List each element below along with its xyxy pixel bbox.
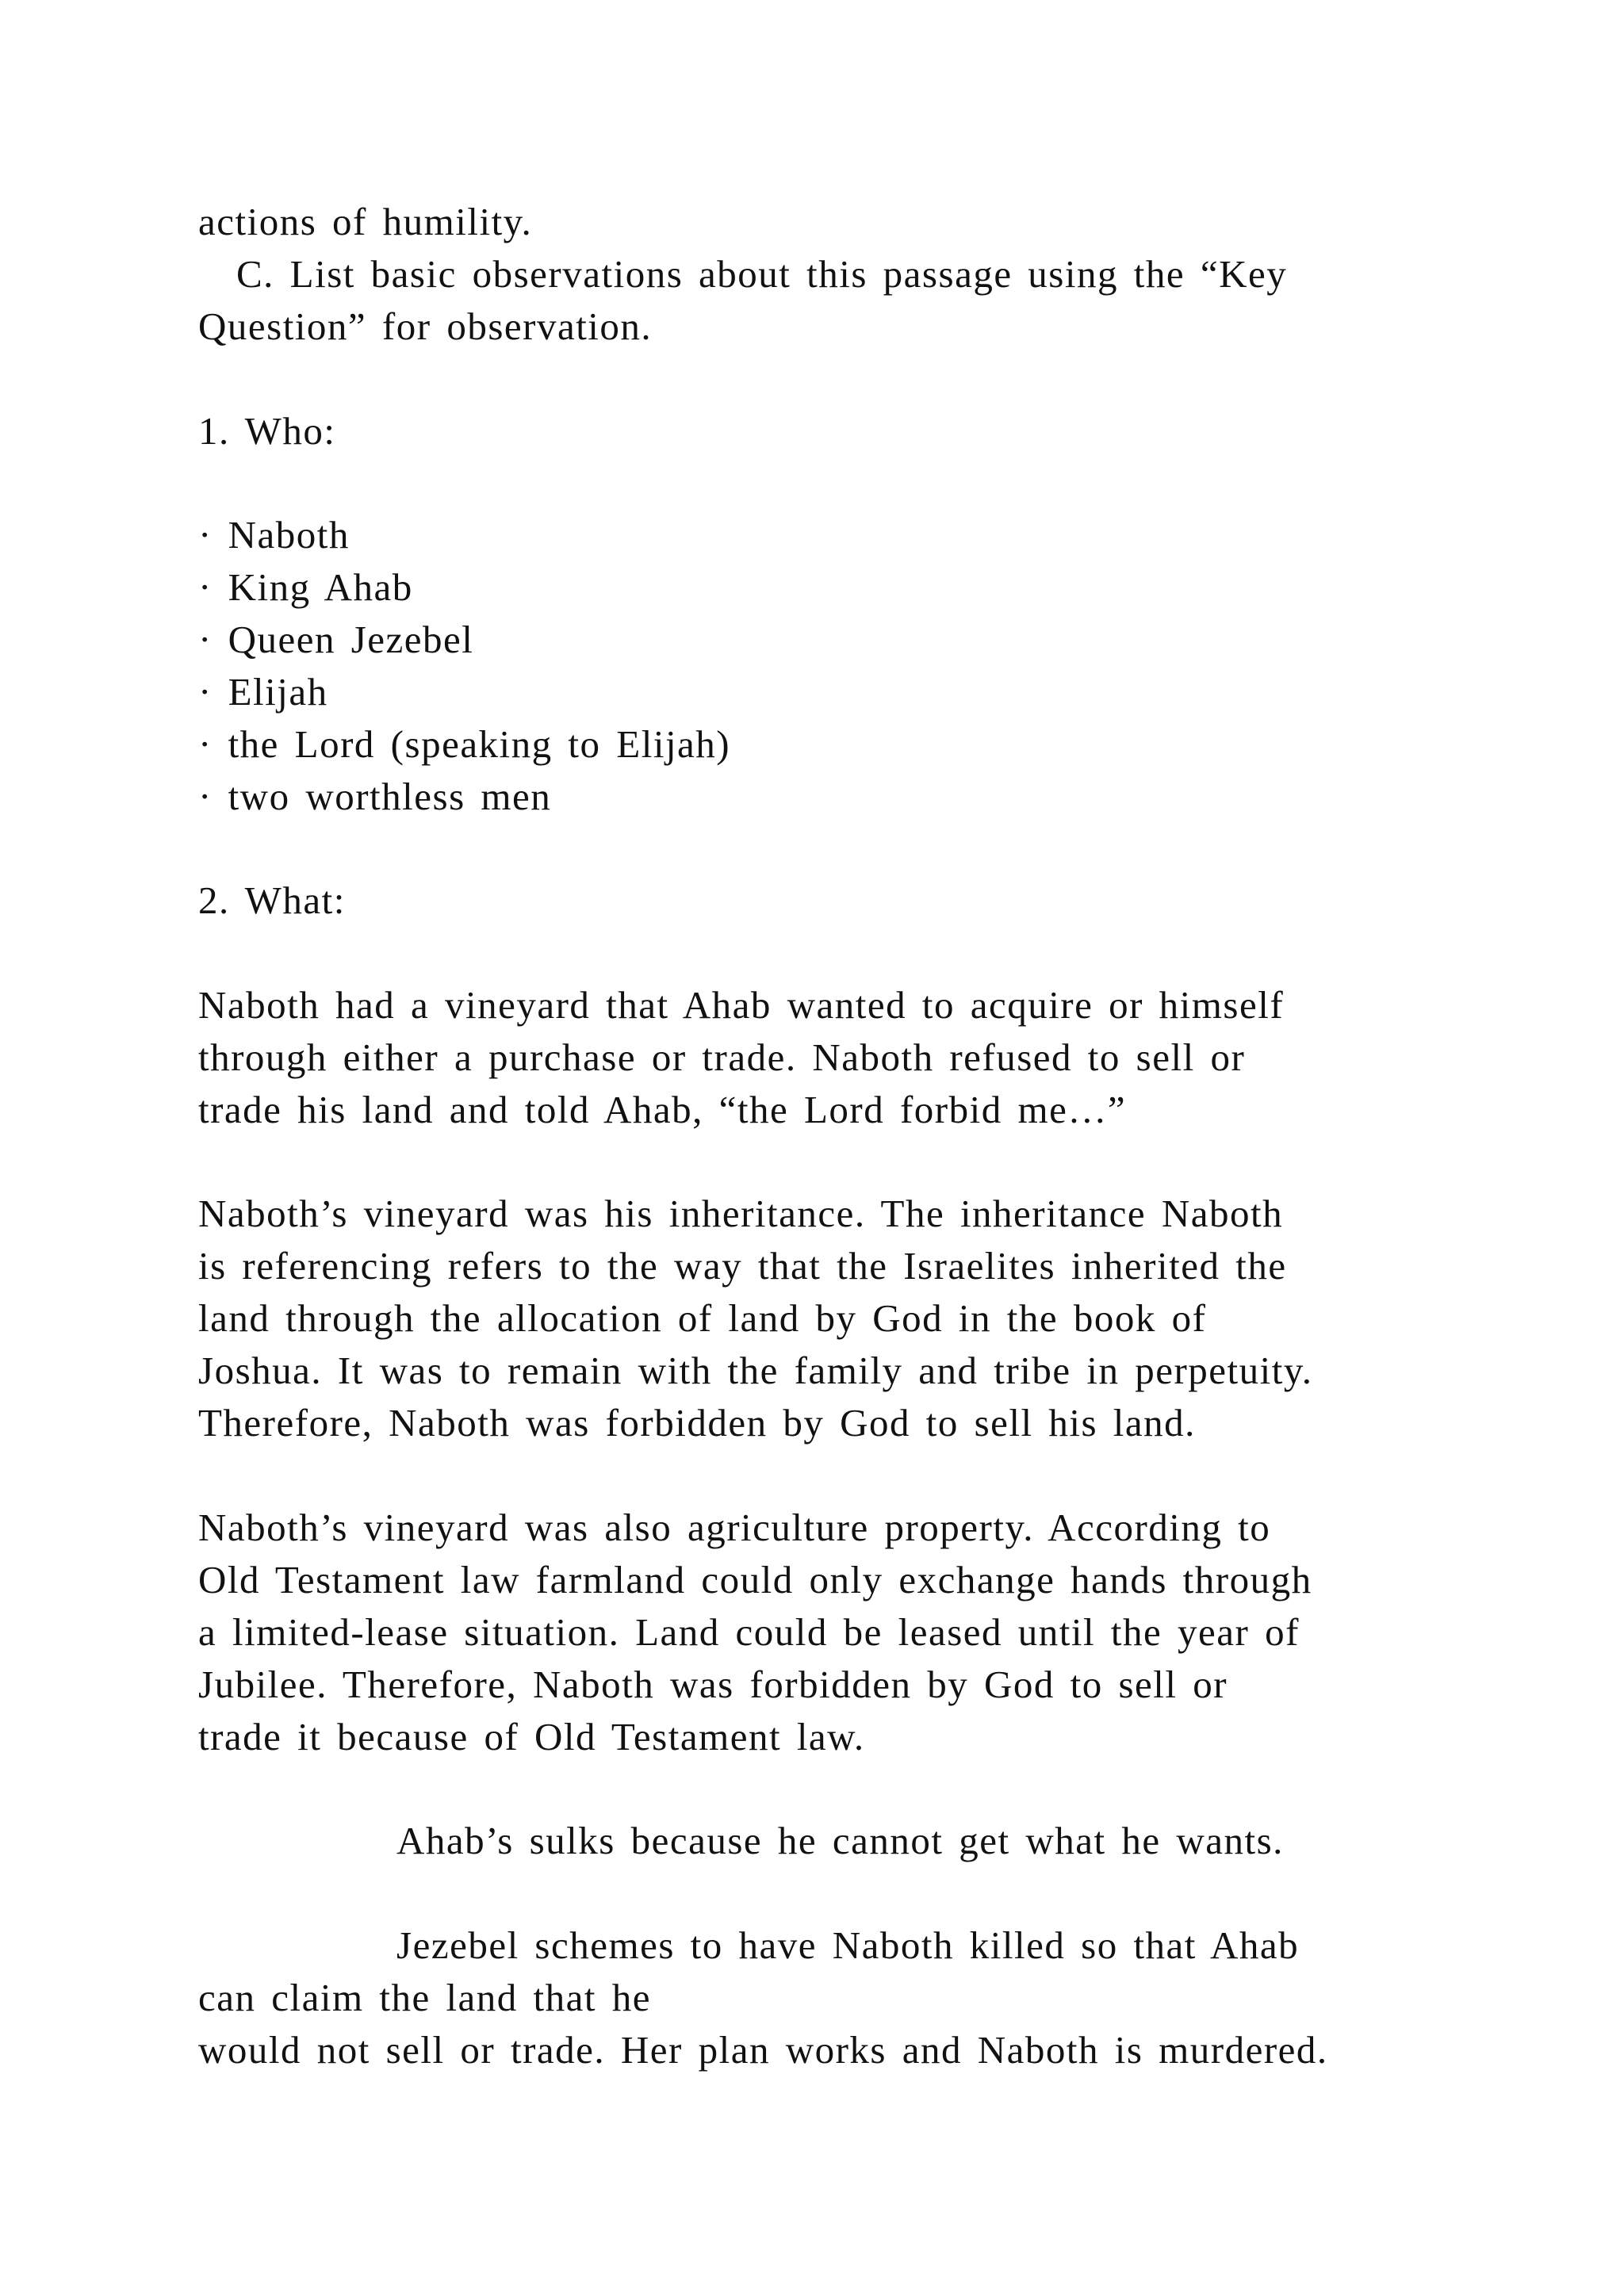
text-line: Jubilee. Therefore, Naboth was forbidden by God to sell or — [198, 1663, 1228, 1706]
text-line: actions of humility. — [198, 200, 533, 243]
section-heading-what: 2. What: — [198, 878, 346, 922]
text-line: Naboth had a vineyard that Ahab wanted to acquire or himself — [198, 983, 1285, 1027]
text-line: a limited-lease situation. Land could be leased until the year of — [198, 1610, 1300, 1654]
list-item: · Elijah — [198, 670, 328, 714]
text-line: Ahab’s sulks because he cannot get what he wants. — [396, 1819, 1284, 1862]
text-line: can claim the land that he — [198, 1976, 652, 2019]
list-item: · King Ahab — [198, 565, 413, 609]
text-line: trade his land and told Ahab, “the Lord forbid me…” — [198, 1088, 1127, 1131]
text-line: through either a purchase or trade. Naboth refused to sell or — [198, 1035, 1246, 1079]
text-line: Naboth’s vineyard was also agriculture property. According to — [198, 1506, 1271, 1549]
text-line: would not sell or trade. Her plan works and Naboth is murdered. — [198, 2028, 1328, 2072]
section-heading-who: 1. Who: — [198, 409, 336, 453]
text-line: Question” for observation. — [198, 304, 653, 348]
list-item: · Queen Jezebel — [198, 618, 474, 661]
text-line: C. List basic observations about this passage using the “Key — [236, 252, 1288, 296]
text-line: land through the allocation of land by God in the book of — [198, 1296, 1207, 1340]
list-item: · two worthless men — [198, 775, 552, 818]
list-item: · the Lord (speaking to Elijah) — [198, 722, 731, 766]
text-line: Old Testament law farmland could only exchange hands through — [198, 1558, 1312, 1601]
list-item: · Naboth — [198, 513, 350, 557]
text-line: Therefore, Naboth was forbidden by God to sell his land. — [198, 1401, 1196, 1445]
text-line: Joshua. It was to remain with the family and tribe in perpetuity. — [198, 1349, 1313, 1392]
text-line: Jezebel schemes to have Naboth killed so that Ahab — [396, 1923, 1300, 1967]
text-line: Naboth’s vineyard was his inheritance. The inheritance Naboth — [198, 1192, 1284, 1235]
text-line: trade it because of Old Testament law. — [198, 1715, 865, 1758]
text-line: is referencing refers to the way that the Israelites inherited the — [198, 1244, 1287, 1288]
